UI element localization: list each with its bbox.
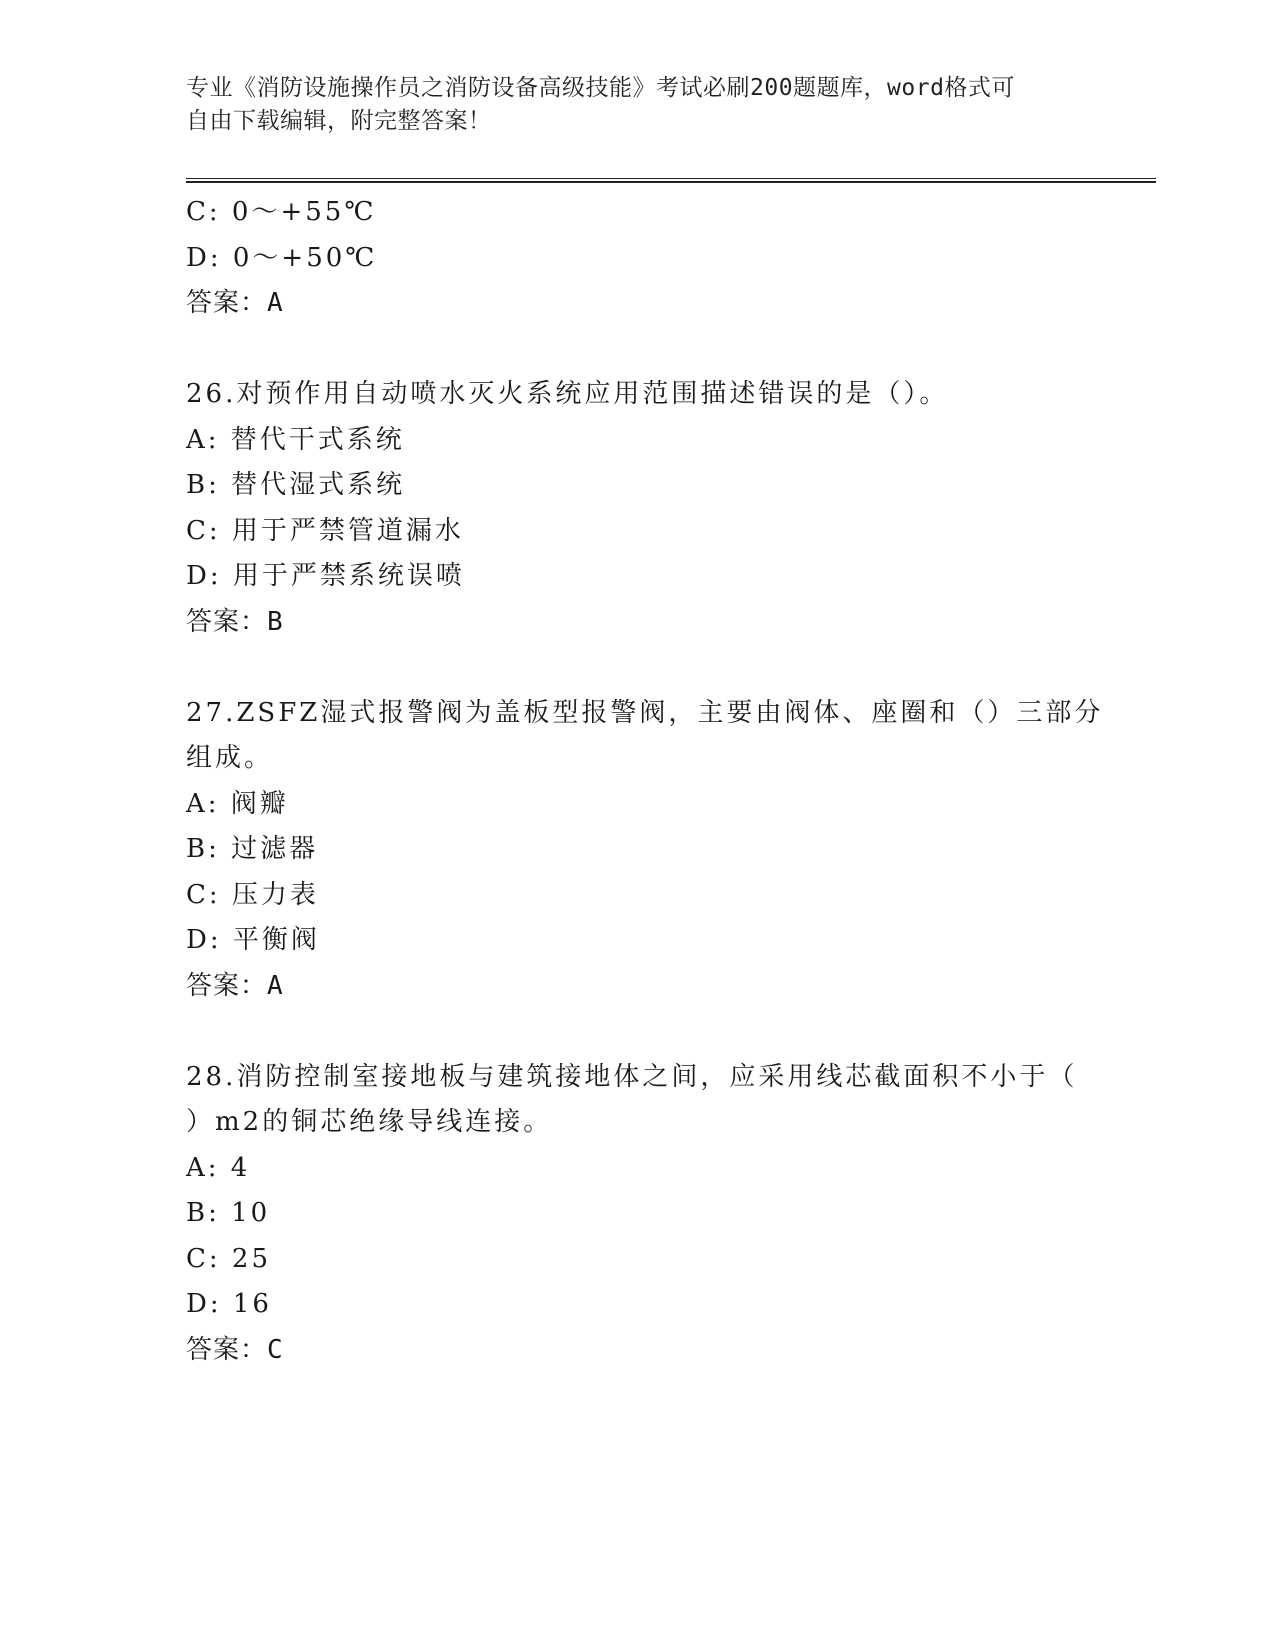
question-stem-continued: ）m2的铜芯绝缘导线连接。 bbox=[186, 1107, 553, 1137]
document-header bbox=[186, 72, 1066, 138]
spacer bbox=[186, 645, 1156, 691]
option-c: C: 压力表 bbox=[186, 879, 319, 910]
option-c: C: 用于严禁管道漏水 bbox=[186, 515, 464, 546]
header-line-2: 自由下载编辑，附完整答案！ bbox=[186, 108, 492, 134]
option-b: B: 10 bbox=[186, 1198, 271, 1228]
option-a: A: 替代干式系统 bbox=[186, 424, 405, 455]
answer-line: 答案：C bbox=[186, 1334, 284, 1365]
option-b: B: 过滤器 bbox=[186, 834, 319, 864]
question-stem: 26.对预作用自动喷水灭火系统应用范围描述错误的是（）。 bbox=[186, 379, 949, 409]
option-d: D: 16 bbox=[186, 1289, 272, 1319]
question-list bbox=[186, 190, 1156, 1373]
header-line-1: 专业《消防设施操作员之消防设备高级技能》考试必刷200题题库，word格式可 bbox=[186, 75, 1015, 101]
question-26 bbox=[186, 372, 1156, 645]
option-b: B: 替代湿式系统 bbox=[186, 470, 406, 500]
option-d: D: 0～+50℃ bbox=[186, 242, 378, 273]
question-stem-continued: 组成。 bbox=[186, 743, 274, 773]
option-c: C: 25 bbox=[186, 1243, 272, 1274]
answer-line: 答案：A bbox=[186, 970, 284, 1001]
question-stem: 28.消防控制室接地板与建筑接地体之间，应采用线芯截面积不小于（ bbox=[186, 1061, 1078, 1092]
option-a: A: 4 bbox=[186, 1152, 251, 1183]
header-divider-thin bbox=[186, 178, 1156, 179]
spacer bbox=[186, 1009, 1156, 1055]
option-a: A: 阀瓣 bbox=[186, 788, 289, 819]
spacer bbox=[186, 327, 1156, 373]
option-d: D: 平衡阀 bbox=[186, 925, 320, 955]
header-divider-thick bbox=[186, 181, 1156, 183]
answer-line: 答案：A bbox=[186, 288, 284, 318]
option-c: C: 0～+55℃ bbox=[186, 197, 377, 227]
answer-line: 答案：B bbox=[186, 606, 284, 637]
question-28 bbox=[186, 1055, 1156, 1374]
question-27 bbox=[186, 691, 1156, 1010]
question-stem: 27.ZSFZ湿式报警阀为盖板型报警阀，主要由阀体、座圈和（）三部分 bbox=[186, 697, 1104, 728]
option-d: D: 用于严禁系统误喷 bbox=[186, 561, 465, 591]
